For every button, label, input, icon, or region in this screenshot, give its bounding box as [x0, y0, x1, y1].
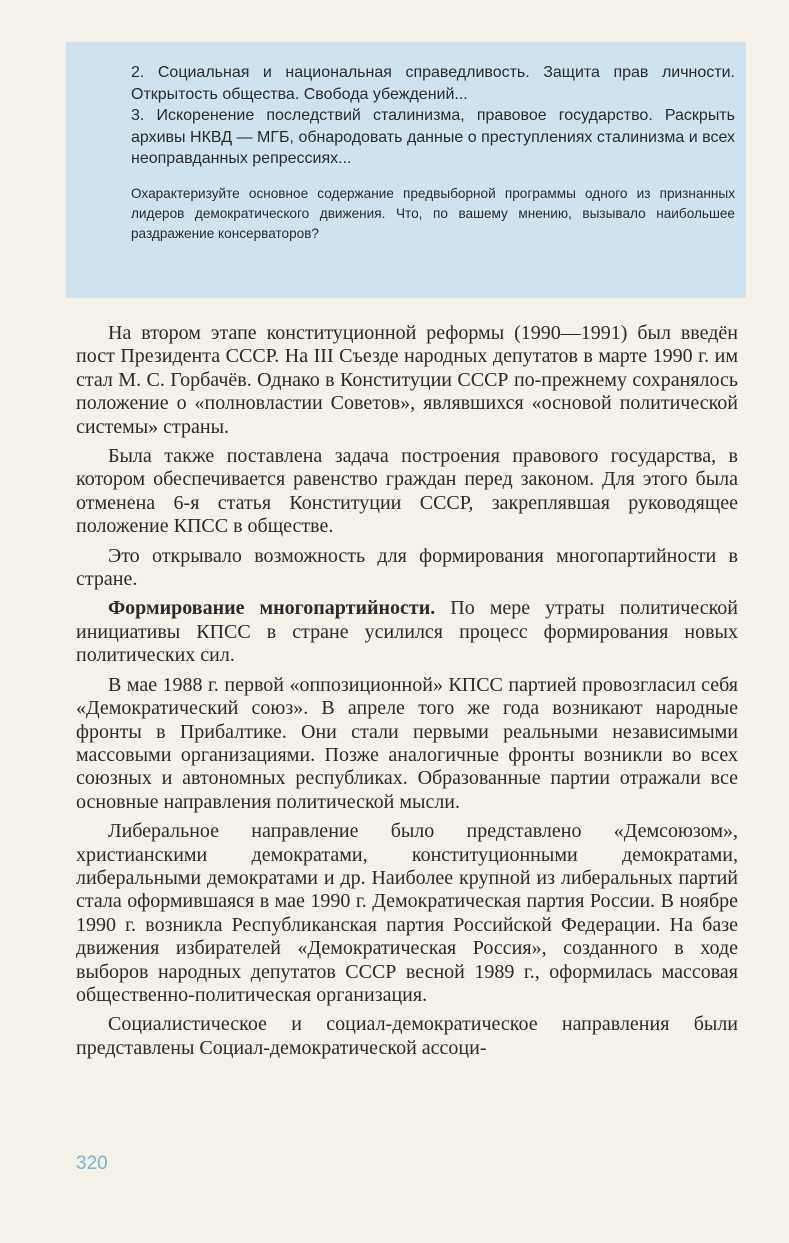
box-question: Охарактеризуйте основное содержание предвыборной программы одного из признанных лидеров демократического движения. Что, по вашему мнению, вызывало наибольшее раздражение консерваторов? [131, 185, 735, 241]
box-item-3: 3. Искоренение последствий сталинизма, правовое государство. Раскрыть архивы НКВД — МГБ, обнародовать данные о преступлениях сталинизма и всех неоправданных репрессиях... [131, 107, 735, 167]
sidebar-box [131, 62, 735, 244]
paragraph-5: В мае 1988 г. первой «оппозиционной» КПСС партией провозгласил себя «Демократический союз». В апреле того же года возникают народные фронты в Прибалтике. Они стали первыми реальными независимыми массовыми организациями. Позже аналогичные фронты возникли во всех союзных и автономных республиках. Образованные партии отражали все основные направления политической мысли. [76, 673, 738, 813]
box-item-2: 2. Социальная и национальная справедливость. Защита прав личности. Открытость общества. Свобода убеждений... [131, 64, 735, 103]
paragraph-4 [76, 597, 738, 667]
paragraph-1: На втором этапе конституционной реформы (1990—1991) был введён пост Президента СССР. На III Съезде народных депутатов в марте 1990 г. им стал М. С. Горбачёв. Однако в Конституции СССР по-прежнему сохранялось положение о «полновластии Советов», являвшихся «основой политической системы» страны. [76, 322, 738, 438]
main-text [76, 322, 738, 1060]
page-number: 320 [76, 1153, 108, 1174]
section-heading: Формирование многопартийности. [108, 597, 436, 620]
paragraph-3: Это открывало возможность для формирования многопартийности в стране. [76, 544, 738, 591]
paragraph-7: Социалистическое и социал-демократическое направления были представлены Социал-демократической ассоци- [76, 1013, 738, 1059]
paragraph-2: Была также поставлена задача построения правового государства, в котором обеспечивается равенство граждан перед законом. Для этого была отменена 6-я статья Конституции СССР, закреплявшая руководящее положение КПСС в обществе. [76, 445, 738, 538]
paragraph-6: Либеральное направление было представлено «Демсоюзом», христианскими демократами, конституционными демократами, либеральными демократами и др. Наиболее крупной из либеральных партий стала оформившаяся в мае 1990 г. Демократическая партия России. В ноябре 1990 г. возникла Республиканская партия Российской Федерации. На базе движения избирателей «Демократическая Россия», созданного в ходе выборов народных депутатов СССР весной 1989 г., оформилась массовая общественно-политическая организация. [76, 820, 738, 1006]
paragraph-4-text: По мере утраты политической инициативы КПСС в стране усилился процесс формирования новых политических сил. [76, 597, 738, 667]
